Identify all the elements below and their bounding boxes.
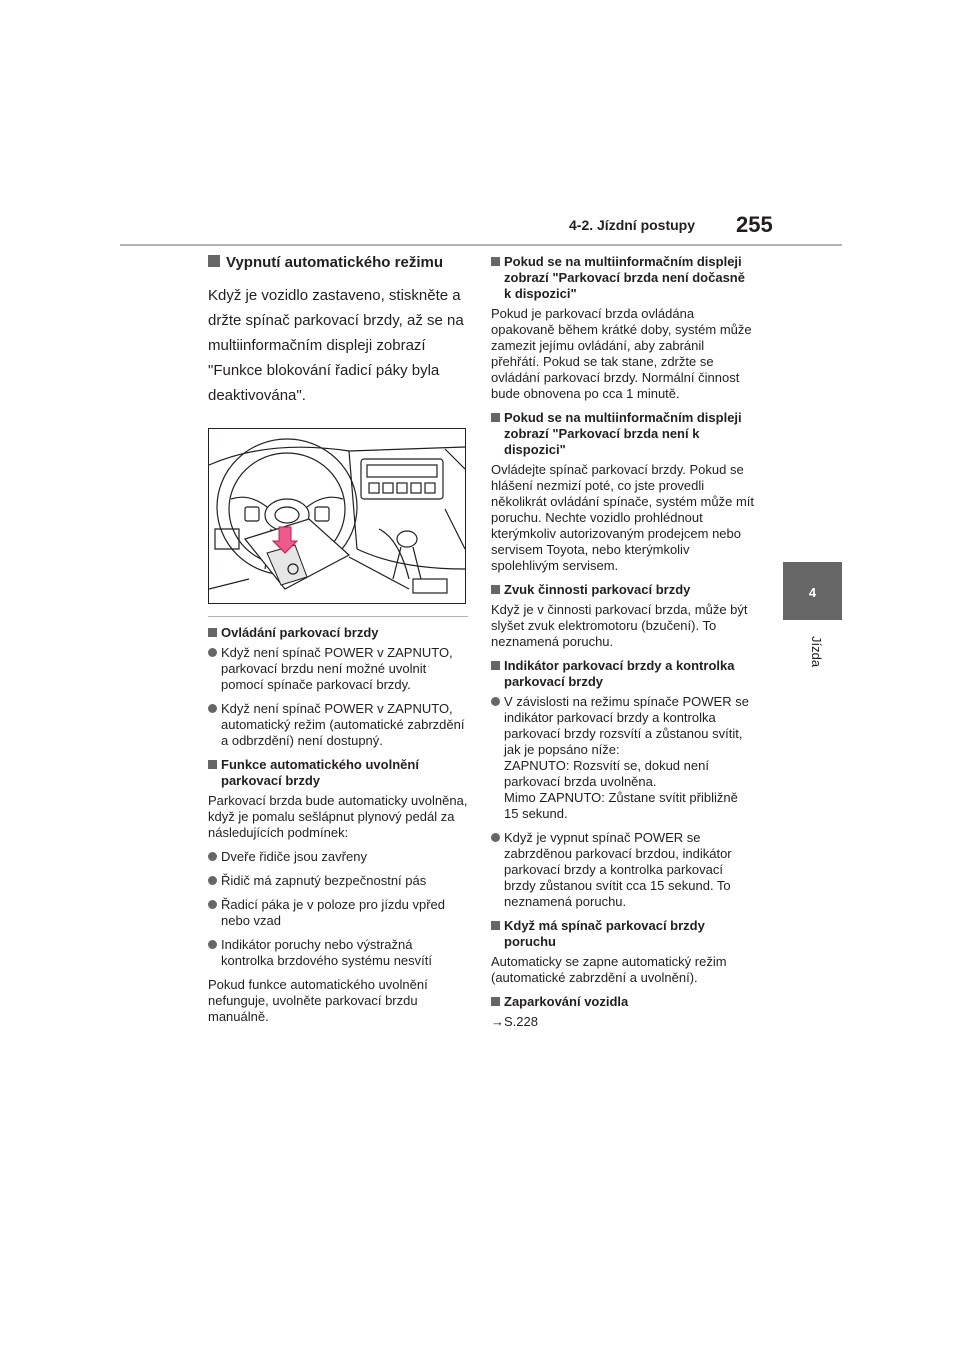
parking-brake-illustration xyxy=(208,428,466,604)
dashboard-drawing xyxy=(209,429,465,603)
bullet-item: Když není spínač POWER v ZAPNUTO, parkovací brzdu není možné uvolnit pomocí spínače parkovací brzdy. xyxy=(208,645,468,693)
bullet-item: Indikátor poruchy nebo výstražná kontrolka brzdového systému nesvítí xyxy=(208,937,468,969)
square-bullet-icon xyxy=(208,760,217,769)
round-bullet-icon xyxy=(208,704,217,713)
header-divider xyxy=(120,244,842,246)
paragraph: Ovládejte spínač parkovací brzdy. Pokud se hlášení nezmizí poté, co jste provedli několikrát ovládání spínače, systém může mít poruchu. Nechte vozidlo prohlédnout kterýmkoliv autorizovaným prodejcem nebo servisem Toyota, nebo kterýmkoliv spolehlivým servisem. xyxy=(491,462,755,573)
intro-text: Když je vozidlo zastaveno, stiskněte a držte spínač parkovací brzdy, až se na multiinformačním displeji zobrazí "Funkce blokování řadicí páky byla deaktivována". xyxy=(208,287,464,404)
round-bullet-icon xyxy=(208,900,217,909)
round-bullet-icon xyxy=(491,697,500,706)
round-bullet-icon xyxy=(208,648,217,657)
right-column xyxy=(491,254,755,1038)
square-bullet-icon xyxy=(208,255,220,267)
page-number: 255 xyxy=(736,212,773,237)
bullet-item: V závislosti na režimu spínače POWER se indikátor parkovací brzdy a kontrolka parkovací brzdy rozsvítí a zůstanou svítit, jak je popsáno níže: ZAPNUTO: Rozsvítí se, dokud není parkovací brzda uvolněna. Mimo ZAPNUTO: Zůstane svítit přibližně 15 sekund. xyxy=(491,694,755,822)
round-bullet-icon xyxy=(208,876,217,885)
subheading-indicator: Indikátor parkovací brzdy a kontrolka parkovací brzdy xyxy=(491,658,755,690)
chapter-label: Jízda xyxy=(809,636,824,668)
subheading-switch-malfunction: Když má spínač parkovací brzdy poruchu xyxy=(491,918,755,950)
section-title: 4-2. Jízdní postupy xyxy=(569,217,696,233)
chapter-tab xyxy=(783,562,842,620)
subheading-brake-operation: Ovládání parkovací brzdy xyxy=(208,625,468,641)
figure-divider xyxy=(208,616,468,617)
paragraph: Pokud funkce automatického uvolnění nefunguje, uvolněte parkovací brzdu manuálně. xyxy=(208,977,428,1024)
bullet-item: Dveře řidiče jsou zavřeny xyxy=(208,849,468,865)
square-bullet-icon xyxy=(491,585,500,594)
main-heading: Vypnutí automatického režimu xyxy=(208,254,468,271)
paragraph: Pokud je parkovací brzda ovládána opakovaně během krátké doby, systém může zamezit jejímu ovládání, aby zabránil přehřátí. Pokud se tak stane, zdržte se ovládání parkovací brzdy. Normální činnost bude obnovena po cca 1 minutě. xyxy=(491,306,752,401)
square-bullet-icon xyxy=(208,628,217,637)
subheading-unavailable: Pokud se na multiinformačním displeji zobrazí "Parkovací brzda není k dispozici" xyxy=(491,410,755,458)
round-bullet-icon xyxy=(208,852,217,861)
bullet-item: Když není spínač POWER v ZAPNUTO, automatický režim (automatické zabrzdění a odbrzdění) není dostupný. xyxy=(208,701,468,749)
subheading-operation-sound: Zvuk činnosti parkovací brzdy xyxy=(491,582,755,598)
paragraph: Parkovací brzda bude automaticky uvolněna, když je pomalu sešlápnut plynový pedál za následujících podmínek: xyxy=(208,793,468,840)
bullet-item: Řidič má zapnutý bezpečnostní pás xyxy=(208,873,468,889)
round-bullet-icon xyxy=(491,833,500,842)
page-reference-link[interactable]: →S.228 xyxy=(491,1014,538,1029)
chapter-label-wrap xyxy=(784,636,842,696)
subheading-parking: Zaparkování vozidla xyxy=(491,994,755,1010)
square-bullet-icon xyxy=(491,997,500,1006)
paragraph: Když je v činnosti parkovací brzda, může být slyšet zvuk elektromotoru (bzučení). To neznamená poruchu. xyxy=(491,602,748,649)
paragraph: Automaticky se zapne automatický režim (automatické zabrzdění a uvolnění). xyxy=(491,954,727,985)
bullet-item: Když je vypnut spínač POWER se zabrzděnou parkovací brzdou, indikátor parkovací brzdy a kontrolka parkovací brzdy zůstanou svítit cca 15 sekund. To neznamená poruchu. xyxy=(491,830,755,910)
subheading-auto-release: Funkce automatického uvolnění parkovací brzdy xyxy=(208,757,468,789)
square-bullet-icon xyxy=(491,257,500,266)
square-bullet-icon xyxy=(491,661,500,670)
bullet-item: Řadicí páka je v poloze pro jízdu vpřed nebo vzad xyxy=(208,897,468,929)
round-bullet-icon xyxy=(208,940,217,949)
square-bullet-icon xyxy=(491,921,500,930)
square-bullet-icon xyxy=(491,413,500,422)
left-column xyxy=(208,254,468,1033)
subheading-temporarily-unavailable: Pokud se na multiinformačním displeji zobrazí "Parkovací brzda není dočasně k dispozici" xyxy=(491,254,755,302)
chapter-number: 4 xyxy=(808,585,817,600)
